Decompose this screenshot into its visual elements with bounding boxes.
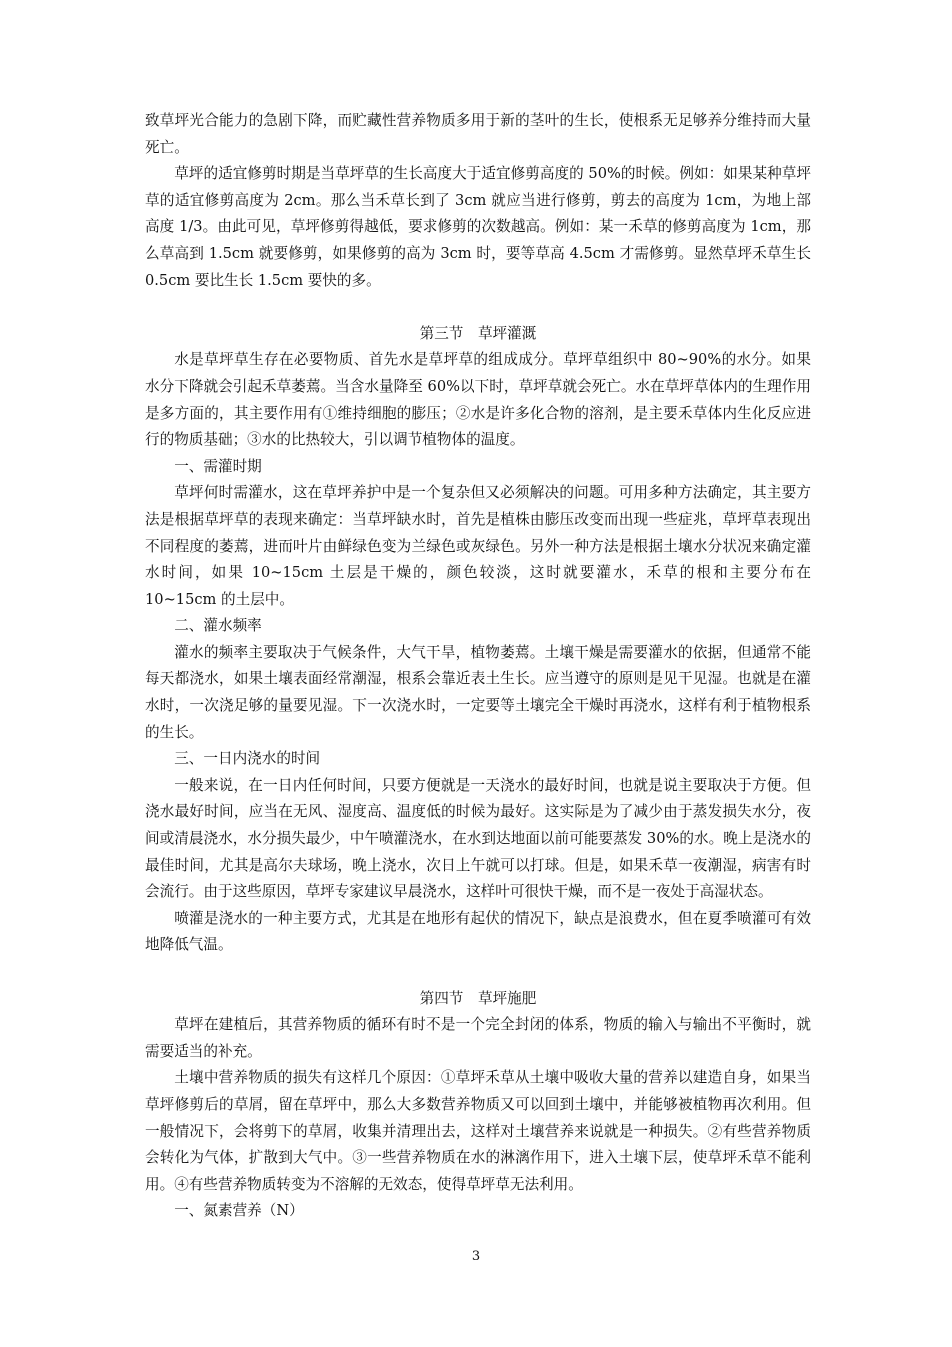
subheading: 一、需灌时期 [174,457,262,475]
paragraph: 草坪何时需灌水，这在草坪养护中是一个复杂但又必须解决的问题。可用多种方法确定，其主要方法是根据草坪草的表现来确定：当草坪缺水时，首先是植株由膨压改变而出现一些症兆，草坪草表现出不同程度的萎蔫，进而叶片由鲜绿色变为兰绿色或灰绿色。另外一种方法是根据土壤水分状况来确定灌水时间，如果 10~15cm 土层是干燥的，颜色较淡，这时就要灌水，禾草的根和主要分布在 10~15cm 的土层中。 [145,484,811,608]
paragraph: 草坪的适宜修剪时期是当草坪草的生长高度大于适宜修剪高度的 50%的时候。例如：如果某种草坪草的适宜修剪高度为 2cm。那么当禾草长到了 3cm 就应当进行修剪，剪去的高度为 1cm，为地上部高度 1/3。由此可见，草坪修剪得越低，要求修剪的次数越高。例如：某一禾草的修剪高度为 1cm，那么草高到 1.5cm 就要修剪，如果修剪的高为 3cm 时，要等草高 4.5cm 才需修剪。显然草坪禾草生长 0.5cm 要比生长 1.5cm 要快的多。 [145,165,811,289]
section-title: 第三节 草坪灌溉 [419,324,537,342]
paragraph: 灌水的频率主要取决于气候条件，大气干旱，植物萎蔫。土壤干燥是需要灌水的依据，但通常不能每天都浇水，如果土壤表面经常潮湿，根系会靠近表土生长。应当遵守的原则是见干见湿。也就是在灌水时，一次浇足够的量要见湿。下一次浇水时，一定要等土壤完全干燥时再浇水，这样有利于植物根系的生长。 [145,643,811,741]
paragraph: 水是草坪草生存在必要物质、首先水是草坪草的组成成分。草坪草组织中 80~90%的水分。如果水分下降就会引起禾草萎蔫。当含水量降至 60%以下时，草坪草就会死亡。水在草坪草体内的生理作用是多方面的，其主要作用有①维持细胞的膨压；②水是许多化合物的溶剂，是主要禾草体内生化反应进行的物质基础；③水的比热较大，引以调节植物体的温度。 [145,351,811,449]
section-title: 第四节 草坪施肥 [419,989,537,1007]
spacer [145,294,811,321]
spacer [145,959,811,986]
paragraph: 致草坪光合能力的急剧下降，而贮藏性营养物质多用于新的茎叶的生长，使根系无足够养分维持而大量死亡。 [145,112,811,156]
document-body [145,108,811,1225]
paragraph: 一般来说，在一日内任何时间，只要方便就是一天浇水的最好时间，也就是说主要取决于方便。但浇水最好时间，应当在无风、湿度高、温度低的时候为最好。这实际是为了减少由于蒸发损失水分，夜间或清晨浇水，水分损失最少，中午喷灌浇水，在水到达地面以前可能要蒸发 30%的水。晚上是浇水的最佳时间，尤其是高尔夫球场，晚上浇水，次日上午就可以打球。但是，如果禾草一夜潮湿，病害有时会流行。由于这些原因，草坪专家建议早晨浇水，这样叶可很快干燥，而不是一夜处于高湿状态。 [145,776,811,901]
subheading: 一、氮素营养（N） [174,1202,304,1220]
subheading: 三、一日内浇水的时间 [174,750,321,768]
paragraph: 草坪在建植后，其营养物质的循环有时不是一个完全封闭的体系，物质的输入与输出不平衡时，就需要适当的补充。 [145,1016,811,1060]
paragraph: 土壤中营养物质的损失有这样几个原因：①草坪禾草从土壤中吸收大量的营养以建造自身，如果当草坪修剪后的草屑，留在草坪中，那么大多数营养物质又可以回到土壤中，并能够被植物再次利用。但一般情况下，会将剪下的草屑，收集并清理出去，这样对土壤营养来说就是一种损失。②有些营养物质会转化为气体，扩散到大气中。③一些营养物质在水的淋漓作用下，进入土壤下层，使草坪禾草不能利用。④有些营养物质转变为不溶解的无效态，使得草坪草无法利用。 [145,1069,811,1193]
paragraph: 喷灌是浇水的一种主要方式，尤其是在地形有起伏的情况下，缺点是浪费水，但在夏季喷灌可有效地降低气温。 [145,909,811,954]
subheading: 二、灌水频率 [174,617,262,635]
page-number: 3 [471,1249,481,1264]
